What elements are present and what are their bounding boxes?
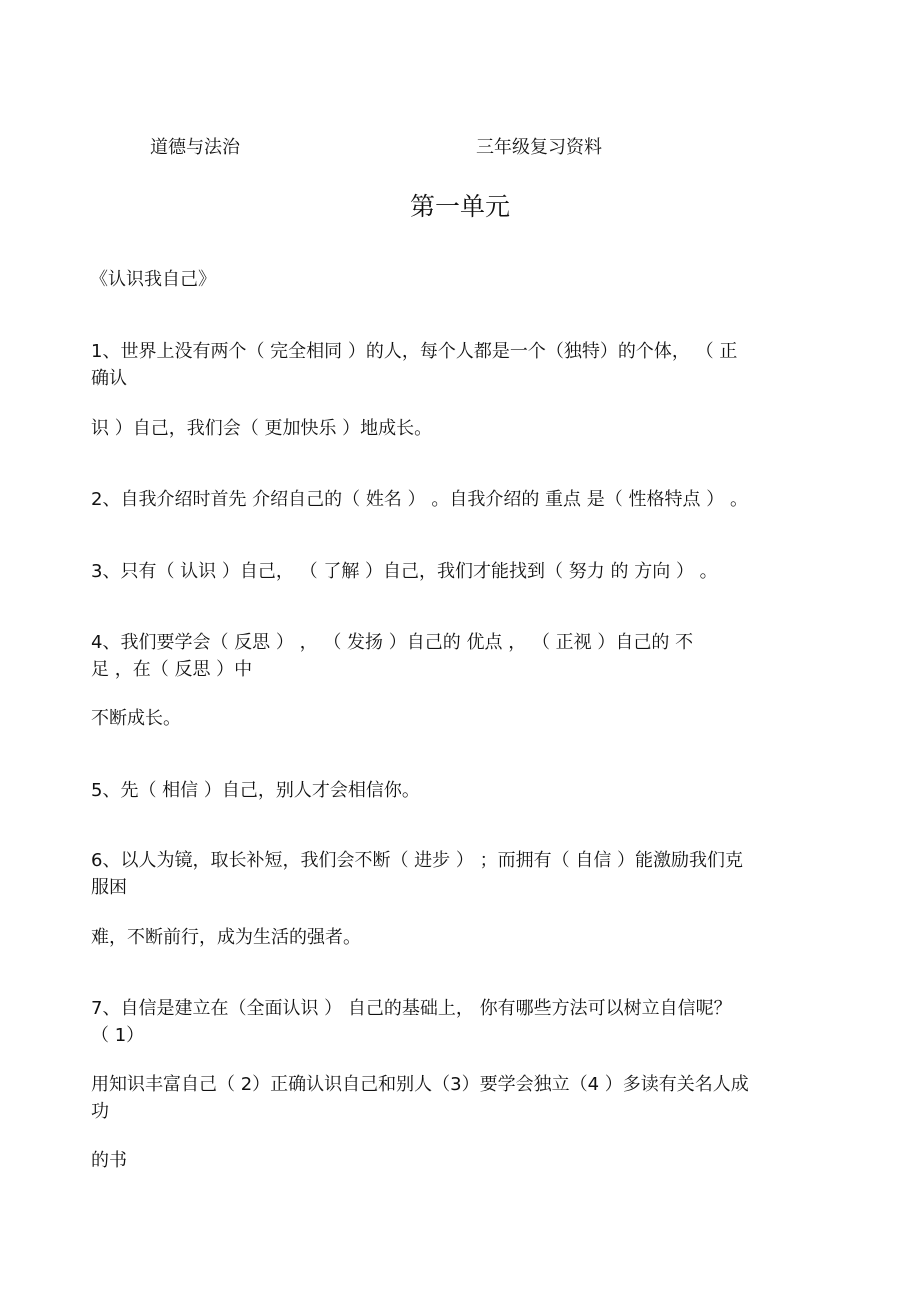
text-line: 功 [91, 1101, 109, 1122]
text-line: 2、自我介绍时首先 介绍自己的（ 姓名 ） 。自我介绍的 重点 是（ 性格特点 ） 。 [91, 489, 748, 510]
text-line: 确认 [91, 368, 127, 389]
text-line: 难，不断前行，成为生活的强者。 [91, 927, 361, 948]
header-subject: 道德与法治 [150, 137, 240, 158]
text-line: 不断成长。 [91, 708, 181, 729]
text-line: 识 ）自己，我们会（ 更加快乐 ）地成长。 [91, 418, 433, 439]
text-line: 足 ，在（ 反思 ）中 [91, 659, 253, 680]
text-line: 4、我们要学会（ 反思 ） ， （ 发扬 ）自己的 优点 ， （ 正视 ）自己的 不 [91, 632, 694, 653]
text-line: 服困 [91, 877, 127, 898]
text-line: 7、自信是建立在（全面认识 ） 自己的基础上， 你有哪些方法可以树立自信呢？ [91, 998, 732, 1019]
unit-title: 第一单元 [409, 192, 510, 221]
text-line: 3、只有（ 认识 ）自己， （ 了解 ）自己，我们才能找到（ 努力 的 方向 ） 。 [91, 561, 718, 582]
header-material: 三年级复习资料 [476, 137, 602, 158]
lesson-title: 《认识我自己》 [90, 269, 216, 290]
text-line: 5、先（ 相信 ）自己，别人才会相信你。 [91, 780, 420, 801]
text-line: 的书 [91, 1150, 127, 1171]
text-line: 用知识丰富自己（ 2）正确认识自己和别人（3）要学会独立（4 ）多读有关名人成 [91, 1074, 749, 1095]
text-line: （ 1） [91, 1025, 145, 1046]
text-line: 6、以人为镜，取长补短，我们会不断（ 进步 ） ；而拥有（ 自信 ）能激励我们克 [91, 850, 744, 871]
text-line: 1、世界上没有两个（ 完全相同 ）的人，每个人都是一个（独特）的个体， （ 正 [91, 341, 738, 362]
